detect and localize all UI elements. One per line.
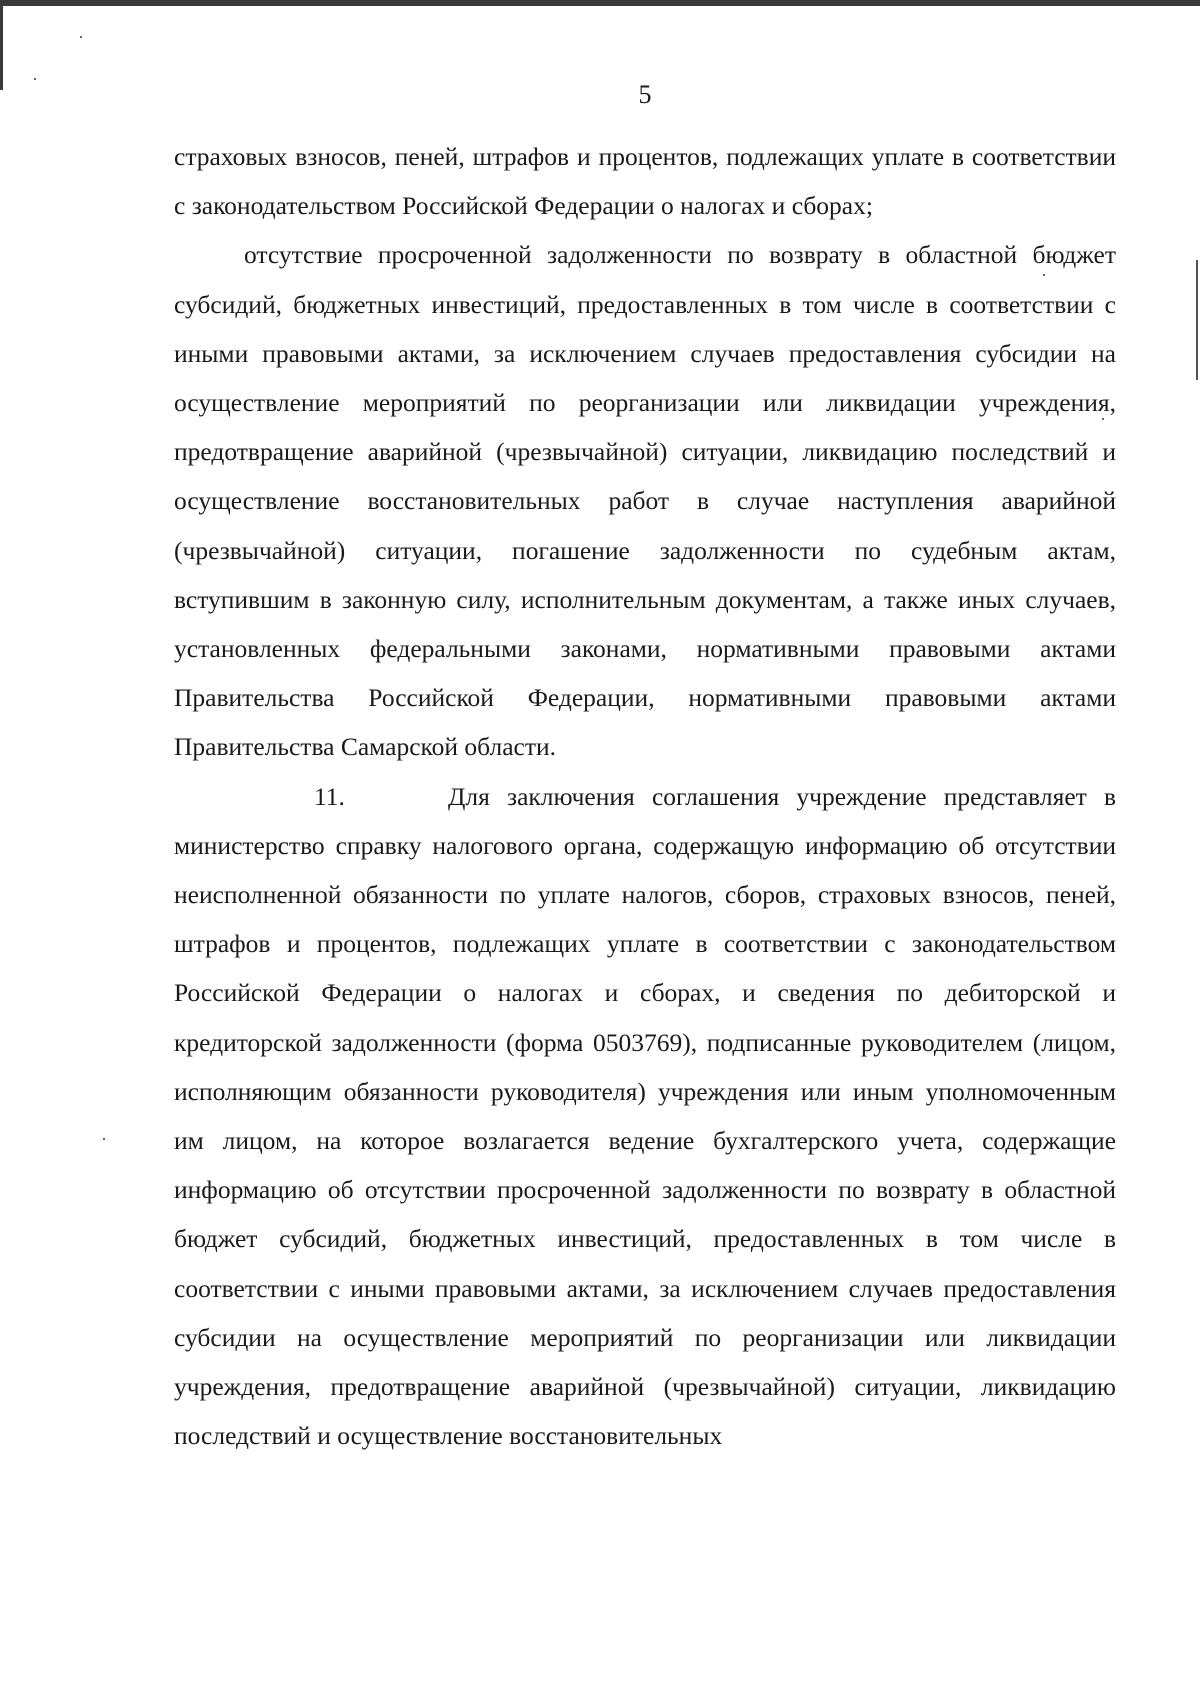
scan-edge-left [0, 0, 3, 90]
paragraph-no-overdue-debt: отсутствие просроченной задолженности по возврату в областной бюджет субсидий, бюджетных инвестиций, предоставленных в том числе в соответствии с иными правовыми актами, за исключением случаев предоставления субсидии на осуществление мероприятий по реорганизации или ликвидации учреждения, предотвращение аварийной (чрезвычайной) ситуации, ликвидацию последствий и осуществление восстановительных работ в случае наступления аварийной (чрезвычайной) ситуации, погашение задолженности по судебным актам, вступившим в законную силу, исполнительным документам, а также иных случаев, установленных федеральными законами, нормативными правовыми актами Правительства Российской Федерации, нормативными правовыми актами Правительства Самарской области. [174, 240, 1116, 762]
scan-speck [80, 36, 82, 38]
paragraph-number: 11. [314, 781, 345, 811]
paragraph-11-text: Для заключения соглашения учреждение представляет в министерство справку налогового органа, содержащую информацию об отсутствии неисполненной обязанности по уплате налогов, сборов, страховых взносов, пеней, штрафов и процентов, подлежащих уплате в соответствии с законодательством Российской Федерации о налогах и сборах, и сведения по дебиторской и кредиторской задолженности (форма 0503769), подписанные руководителем (лицом, исполняющим обязанности руководителя) учреждения или иным уполномоченным им лицом, на которое возлагается ведение бухгалтерского учета, содержащие информацию об отсутствии просроченной задолженности по возврату в областной бюджет субсидий, бюджетных инвестиций, предоставленных в том числе в соответствии с иными правовыми актами, за исключением случаев предоставления субсидии на осуществление мероприятий по реорганизации или ликвидации учреждения, предотвращение аварийной (чрезвычайной) ситуации, ликвидацию последствий и осуществление восстановительных [174, 781, 1116, 1451]
scan-edge-top [0, 0, 1200, 6]
document-body [174, 132, 1116, 1460]
paragraph-11 [174, 772, 1116, 1461]
page-number: 5 [638, 80, 652, 109]
paragraph-number-gap [345, 782, 448, 811]
scan-edge-right [1196, 260, 1198, 380]
scan-speck [103, 1138, 105, 1140]
paragraph-continuation: страховых взносов, пеней, штрафов и процентов, подлежащих уплате в соответствии с законодательством Российской Федерации о налогах и сборах; [174, 142, 1116, 221]
